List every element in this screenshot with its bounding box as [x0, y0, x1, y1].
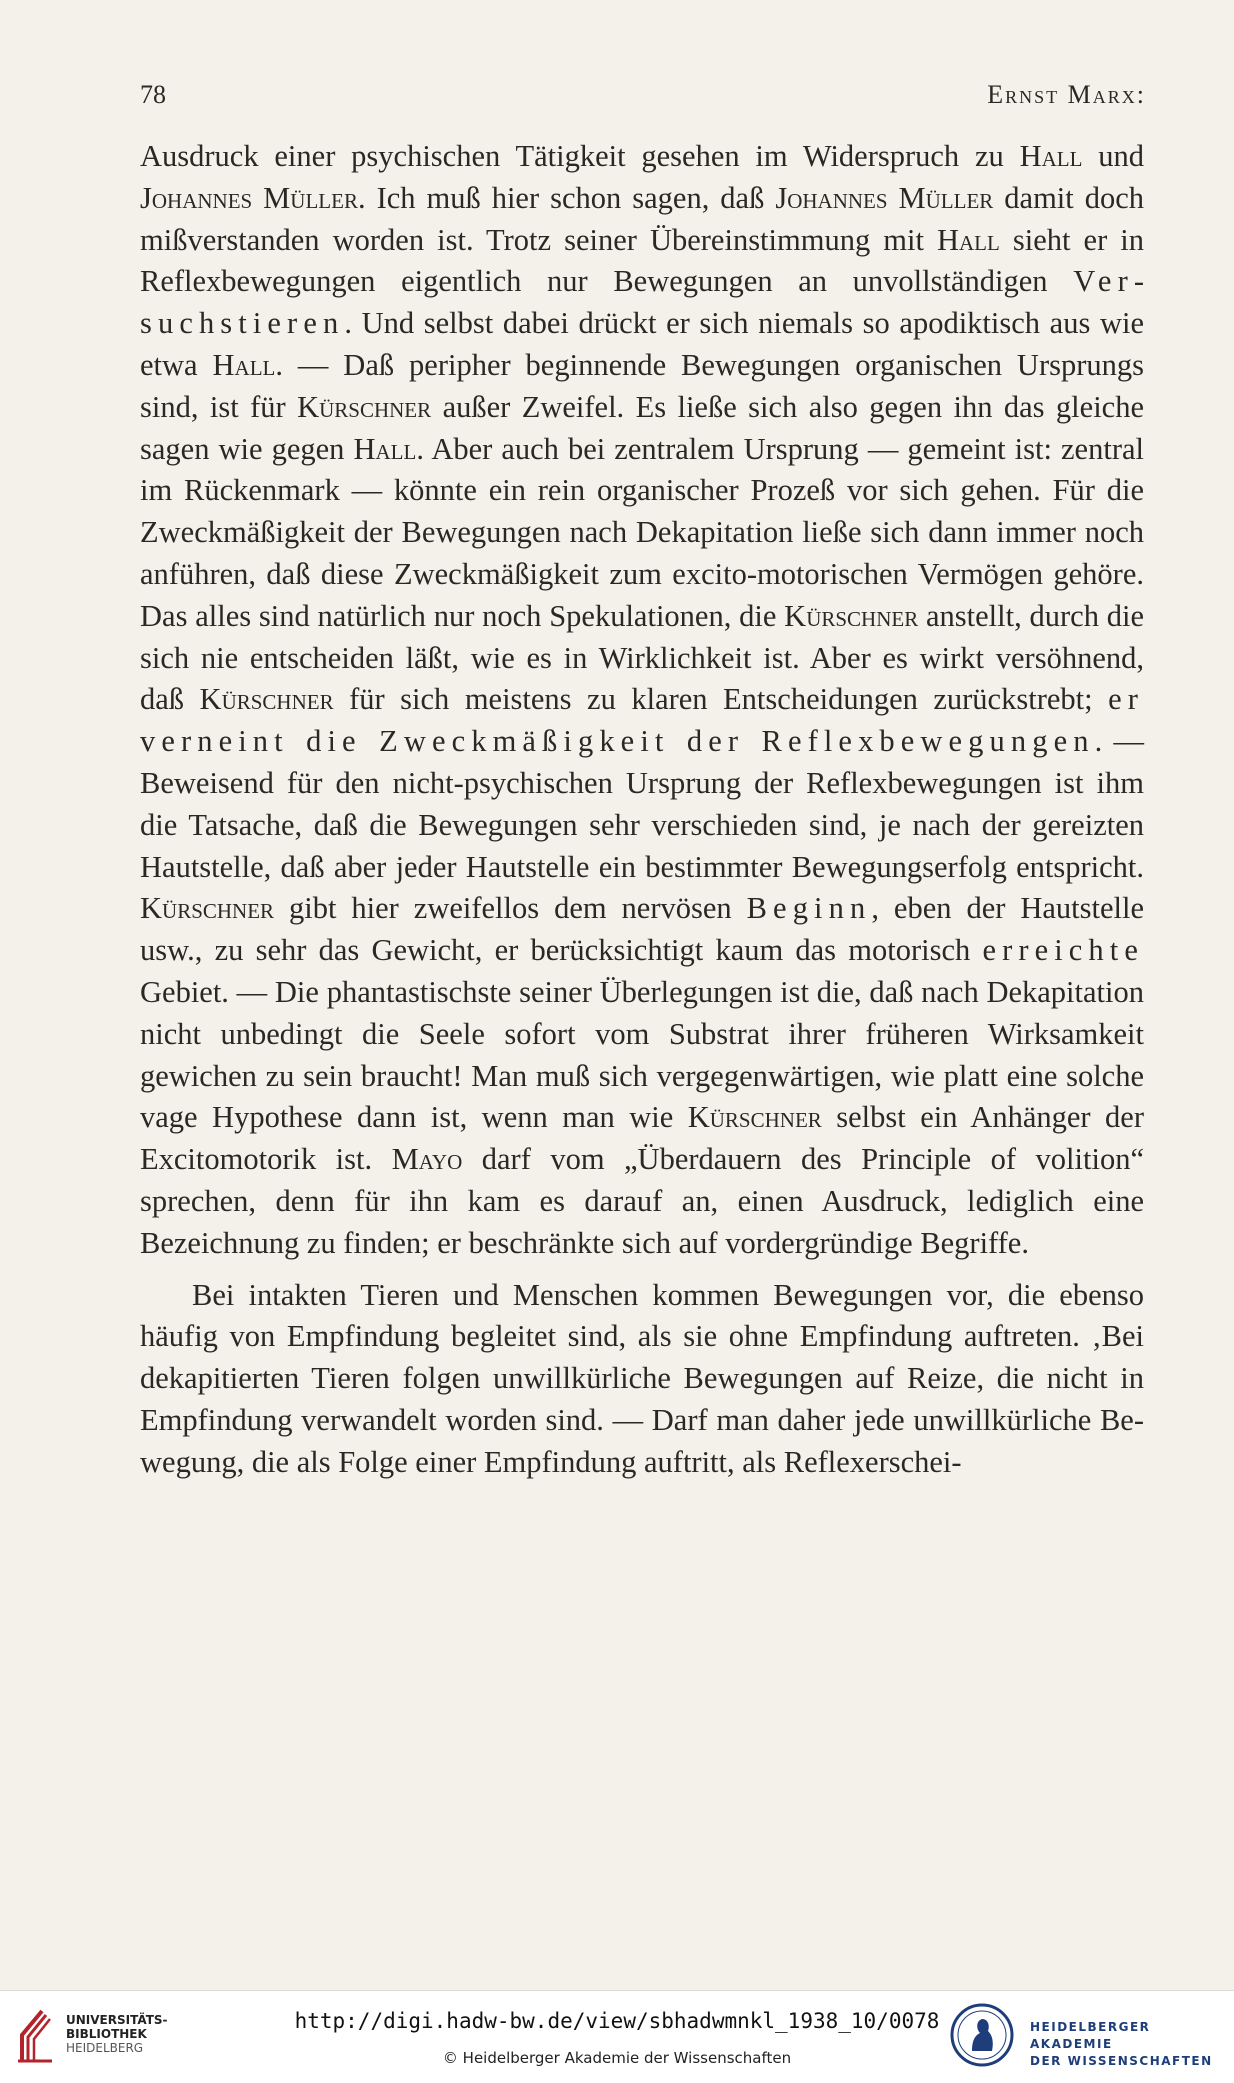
- paragraph-2: Bei intakten Tieren und Menschen kommen Bewegungen vor, die ebenso häufig von Empfindung begleitet sind, als sie ohne Empfindung auftreten. ‚Bei dekapitierten Tieren folgen unwillkürliche Bewegungen auf Reize, die nicht in Empfindung verwandelt worden sind. — Darf man daher jede unwillkürliche Bewegung, die als Folge einer Empfindung auftritt, als Reflexerschei-: [140, 1277, 1144, 1479]
- text-run: . Aber auch bei zentralem Ursprung — gemeint ist: zentral im Rückenmark — könnte ein rein organischer Prozeß vor sich gehen. Für die Zweckmäßigkeit der Bewegungen nach Dekapitation ließe sich dann immer noch anführen, daß diese Zweckmäßigkeit zum excito-motorischen Vermögen gehöre. Das alles sind natürlich nur noch Spekulationen, die: [140, 431, 1144, 633]
- text-run: . — Beweisend für den nicht-psychischen Ursprung der Reflexbewegungen ist ihm die Tatsache, daß die Bewegungen sehr verschieden sind, je nach der gereizten Hautstelle, daß aber jeder Hautstelle ein bestimmter Bewegungserfolg entspricht.: [140, 724, 1144, 884]
- text-run: . Ich muß hier schon sagen, daß: [357, 180, 776, 215]
- academy-seal-icon: [950, 2001, 1014, 2069]
- page-number: 78: [140, 80, 166, 109]
- copyright-notice: © Heidelberger Akademie der Wissenschaften: [442, 2049, 792, 2067]
- author-name: Hall: [1019, 139, 1083, 173]
- author-name: Hall: [212, 347, 276, 382]
- library-line: UNIVERSITÄTS-: [66, 2013, 168, 2027]
- author-name: Hall: [353, 431, 417, 466]
- spaced-emphasis: Beginn: [746, 891, 872, 926]
- permalink-url[interactable]: http://digi.hadw-bw.de/view/sbhadwmnkl_1938_10/0078: [294, 2009, 940, 2033]
- text-run: gibt hier zweifellos dem nervösen: [274, 891, 747, 926]
- text-run: darf vom „Überdauern des Principle of volition“ sprechen, denn für ihn kam es darauf an, einen Ausdruck, lediglich eine Bezeichnung zu finden; er beschränkte sich auf vordergründige Begriffe.: [140, 1142, 1144, 1260]
- author-name: Kürschner: [297, 389, 432, 424]
- spaced-emphasis: erreichte: [982, 933, 1144, 968]
- author-name: Hall: [936, 222, 1000, 257]
- paragraph-1: [140, 136, 1144, 1265]
- viewer-footer: [0, 1990, 1234, 2083]
- running-head-author: Ernst Marx:: [987, 80, 1146, 109]
- academy-line: HEIDELBERGER AKADEMIE: [1030, 2020, 1151, 2051]
- author-name: Johannes Müller: [775, 180, 994, 215]
- author-name: Mayo: [391, 1142, 463, 1177]
- spaced-emphasis: er verneint die Zweckmäßigkeit der Reflexbewegungen: [140, 682, 1144, 759]
- text-run: . Und selbst dabei drückt er sich niemals so apodiktisch aus wie etwa: [140, 306, 1144, 382]
- text-run: für sich meistens zu klaren Entscheidungen zurückstrebt;: [333, 682, 1109, 717]
- text-run: Gebiet. — Die phantastischste seiner Überlegungen ist die, daß nach Dekapitation nicht unbedingt die Seele sofort vom Substrat ihrer früheren Wirksamkeit gewichen zu sein braucht! Man muß sich vergegenwärtigen, wie platt eine solche vage Hypothese dann ist, wenn man wie: [140, 974, 1144, 1135]
- text-run: und: [1082, 139, 1144, 173]
- author-name: Kürschner: [687, 1100, 822, 1135]
- text-run: damit doch mißverstanden worden ist. Trotz seiner Übereinstimmung mit: [140, 180, 1145, 257]
- text-run: Ausdruck einer psychischen Tätigkeit gesehen im Widerspruch zu: [140, 139, 1020, 173]
- text-run: selbst ein Anhänger der Excitomotorik ist.: [140, 1100, 1144, 1177]
- academy-name: [1030, 2019, 1234, 2070]
- text-run: außer Zweifel. Es ließe sich also gegen ihn das gleiche sagen wie gegen: [140, 389, 1144, 466]
- library-line: HEIDELBERG: [66, 2041, 144, 2055]
- text-run: sieht er in Reflexbewegungen eigentlich nur Bewegungen an unvollständigen: [140, 222, 1144, 299]
- author-name: Kürschner: [784, 598, 919, 633]
- text-run: anstellt, durch die sich nie entscheiden läßt, wie es in Wirklichkeit ist. Aber es wirkt versöhnend, daß: [140, 598, 1145, 717]
- text-run: . — Daß peripher beginnende Bewegungen organischen Ursprungs sind, ist für: [140, 347, 1145, 424]
- library-line: BIBLIOTHEK: [66, 2027, 147, 2041]
- author-name: Kürschner: [140, 891, 275, 926]
- author-name: Johannes Müller: [140, 180, 358, 215]
- body-text: [140, 136, 1144, 1484]
- page-header: [140, 80, 1146, 120]
- academy-line: DER WISSENSCHAFTEN: [1030, 2054, 1213, 2068]
- spaced-emphasis: Versuchstieren: [140, 264, 1144, 341]
- author-name: Kürschner: [199, 682, 334, 717]
- text-run: , eben der Hautstelle usw., zu sehr das Gewicht, er berücksichtigt kaum das motorisch: [140, 891, 1144, 968]
